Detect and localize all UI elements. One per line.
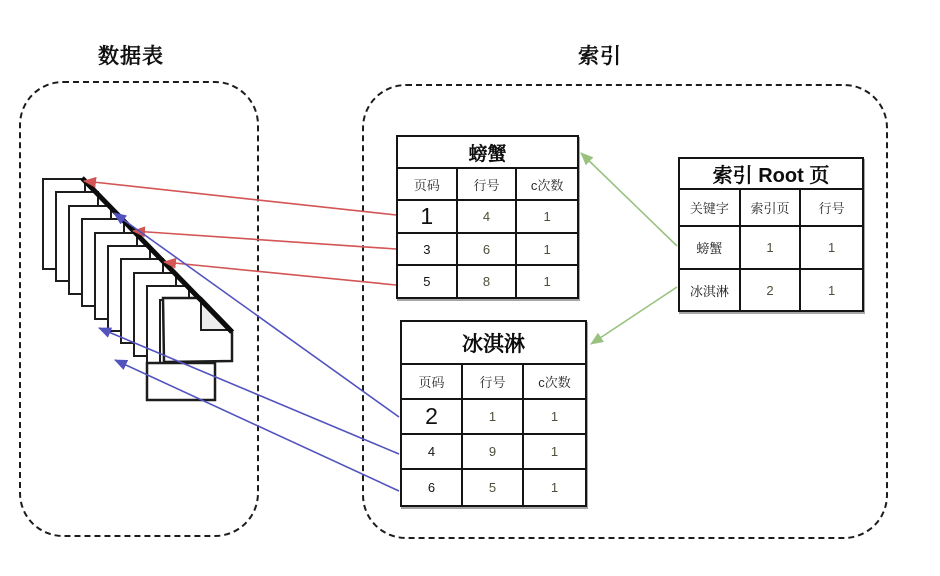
crab-cell: 1 (517, 266, 577, 297)
crab-cell: 1 (517, 234, 577, 266)
icecream-header-row: 行号 (463, 365, 524, 400)
icecream-header-page: 页码 (402, 365, 463, 400)
root-cell: 1 (801, 227, 862, 270)
crab-cell: 1 (517, 201, 577, 234)
crab-cell: 5 (398, 266, 458, 297)
index-root-table (678, 157, 864, 312)
root-cell: 螃蟹 (680, 227, 741, 270)
icecream-cell: 5 (463, 470, 524, 505)
root-header-row: 行号 (801, 190, 862, 227)
icecream-cell: 1 (463, 400, 524, 435)
icecream-cell: 2 (402, 400, 463, 435)
data-table-title: 数据表 (98, 45, 164, 68)
crab-cell: 4 (458, 201, 518, 234)
icecream-cell: 6 (402, 470, 463, 505)
crab-index-table (396, 135, 579, 299)
icecream-header-count: c次数 (524, 365, 585, 400)
icecream-cell: 1 (524, 400, 585, 435)
icecream-index-table (400, 320, 587, 507)
crab-header-row: 行号 (458, 169, 518, 201)
data-table-container (19, 81, 259, 537)
root-header-keyword: 关键字 (680, 190, 741, 227)
icecream-cell: 9 (463, 435, 524, 470)
crab-cell: 3 (398, 234, 458, 266)
icecream-cell: 1 (524, 435, 585, 470)
crab-cell: 8 (458, 266, 518, 297)
root-cell: 1 (741, 227, 802, 270)
crab-cell: 1 (398, 201, 458, 234)
crab-header-page: 页码 (398, 169, 458, 201)
icecream-cell: 1 (524, 470, 585, 505)
root-table-title: 索引 Root 页 (680, 159, 862, 190)
crab-header-count: c次数 (517, 169, 577, 201)
index-title: 索引 (578, 45, 622, 68)
icecream-table-title: 冰淇淋 (402, 322, 585, 365)
root-cell: 1 (801, 270, 862, 310)
crab-cell: 6 (458, 234, 518, 266)
root-cell: 2 (741, 270, 802, 310)
root-cell: 冰淇淋 (680, 270, 741, 310)
icecream-cell: 4 (402, 435, 463, 470)
root-header-indexpage: 索引页 (741, 190, 802, 227)
crab-table-title: 螃蟹 (398, 137, 577, 169)
